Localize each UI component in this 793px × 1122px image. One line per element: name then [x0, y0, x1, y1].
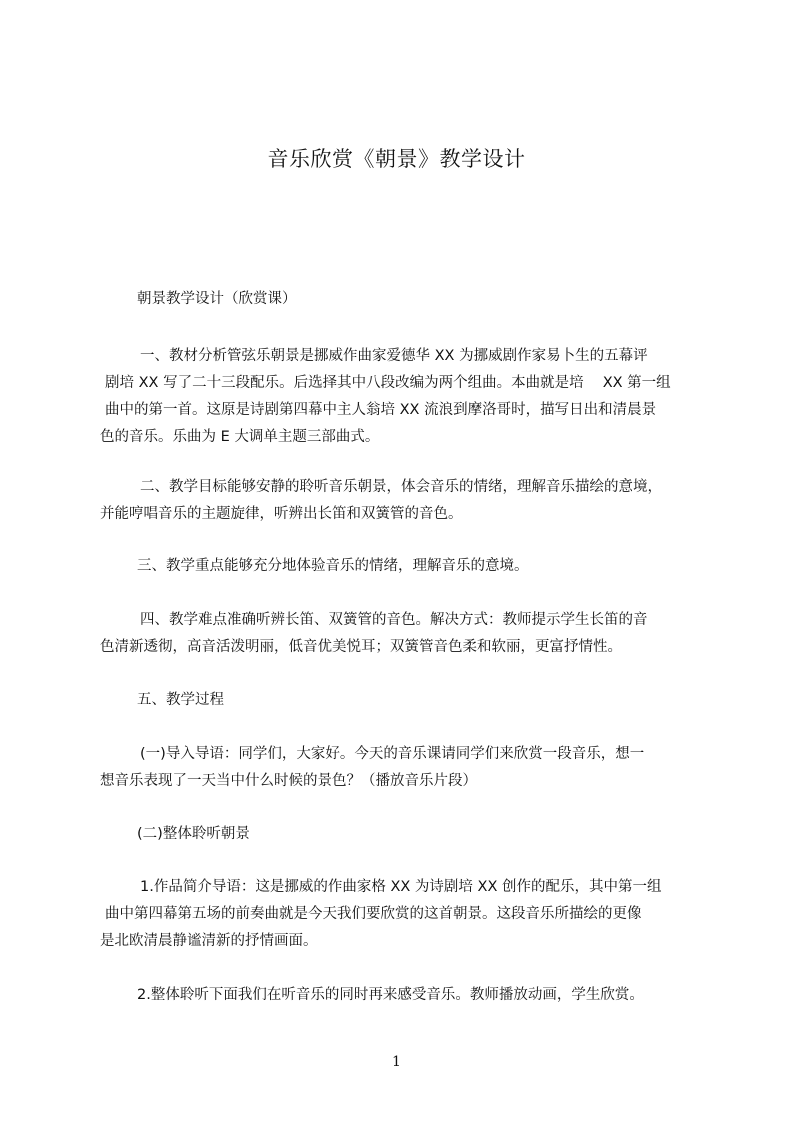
paragraph-material-analysis: [100, 343, 700, 451]
text-line: 二、教学目标能够安静的聆听音乐朝景，体会音乐的情绪，理解音乐描绘的意境，: [140, 479, 662, 495]
paragraph-introduction: [100, 741, 700, 795]
text-line: 是北欧清晨静谧清新的抒情画面。: [100, 933, 318, 949]
text-line: 曲中的第一首。这原是诗剧第四幕中主人翁培 XX 流浪到摩洛哥时，描写日出和清晨景: [105, 402, 657, 418]
paragraph-teaching-focus: [100, 553, 700, 580]
text-line: 色清新透彻，高音活泼明丽，低音优美悦耳；双簧管音色柔和软丽，更富抒情性。: [100, 639, 622, 655]
page-title: 音乐欣赏《朝景》教学设计: [267, 147, 526, 171]
text-line: 一、教材分析管弦乐朝景是挪威作曲家爱德华 XX 为挪威剧作家易卜生的五幕评: [140, 348, 648, 364]
text-line: 三、教学重点能够充分地体验音乐的情绪，理解音乐的意境。: [137, 558, 529, 574]
text-line: (一)导入导语：同学们，大家好。今天的音乐课请同学们来欣赏一段音乐，想一: [140, 746, 645, 762]
paragraph-subtitle: [137, 286, 737, 313]
page-number: 1: [392, 1054, 401, 1070]
text-line: 曲中第四幕第五场的前奏曲就是今天我们要欣赏的这首朝景。这段音乐所描绘的更像: [105, 906, 642, 922]
text-line: 五、教学过程: [137, 692, 224, 708]
paragraph-teaching-goals: [100, 474, 700, 528]
text-line: 想音乐表现了一天当中什么时候的景色？（播放音乐片段）: [100, 773, 477, 789]
text-line: 1.作品简介导语：这是挪威的作曲家格 XX 为诗剧培 XX 创作的配乐，其中第一组: [140, 879, 662, 895]
text-line: 四、教学难点准确听辨长笛、双簧管的音色。解决方式：教师提示学生长笛的音: [140, 612, 648, 628]
text-line: 并能哼唱音乐的主题旋律，听辨出长笛和双簧管的音色。: [100, 506, 463, 522]
text-line: 朝景教学设计（欣赏课）: [137, 291, 297, 307]
text-line: 2.整体聆听下面我们在听音乐的同时再来感受音乐。教师播放动画，学生欣赏。: [137, 987, 644, 1003]
text-line: 剧培 XX 写了二十三段配乐。后选择其中八段改编为两个组曲。本曲就是培 XX 第一组: [105, 375, 671, 391]
text-line: (二)整体聆听朝景: [137, 826, 250, 842]
paragraph-overall-listening-activity: [100, 982, 700, 1009]
paragraph-work-introduction: [100, 874, 700, 955]
paragraph-overall-listening: [100, 821, 700, 848]
paragraph-teaching-process: [100, 687, 700, 714]
text-line: 色的音乐。乐曲为 E 大调单主题三部曲式。: [100, 429, 380, 445]
paragraph-teaching-difficulty: [100, 607, 700, 661]
